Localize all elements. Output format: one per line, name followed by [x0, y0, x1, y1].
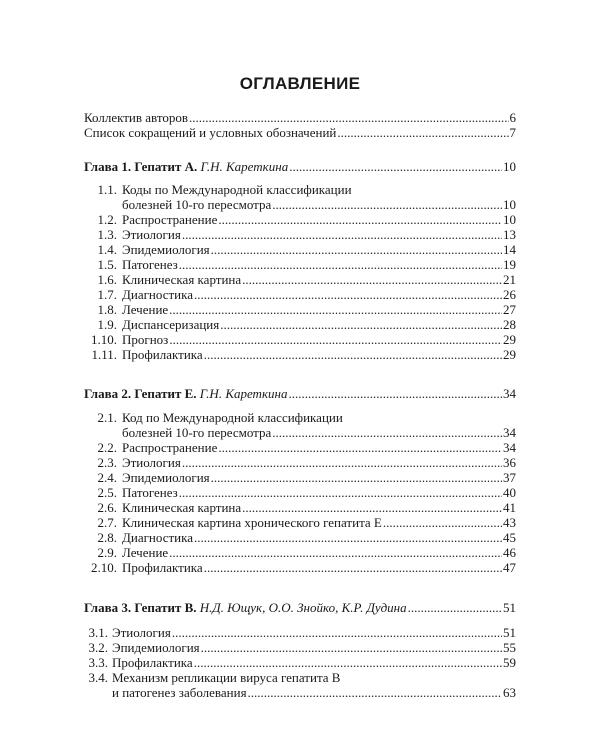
toc-page-number: 10	[503, 212, 516, 227]
section-number: 1.2.	[97, 212, 117, 227]
section-number: 1.11.	[91, 347, 117, 362]
section-number: 3.2.	[88, 640, 108, 655]
section-title: Диагностика	[122, 287, 194, 302]
section-title: Эпидемиология	[122, 242, 210, 257]
toc-page-number: 28	[503, 317, 516, 332]
toc-section[interactable]	[84, 440, 516, 455]
toc-section[interactable]	[84, 257, 516, 272]
section-number: 2.1.	[97, 410, 117, 425]
section-title: Диспансеризация	[122, 317, 220, 332]
toc-page-number: 27	[503, 302, 516, 317]
toc-page-number: 34	[503, 440, 516, 455]
section-title: Код по Международной классификации	[122, 410, 343, 425]
toc-page-number: 29	[503, 332, 516, 347]
toc-section[interactable]	[84, 302, 516, 317]
toc-section-continuation[interactable]	[84, 197, 516, 212]
toc-section[interactable]	[84, 625, 516, 640]
section-number: 3.4.	[88, 670, 108, 685]
section-title: Клиническая картина	[122, 272, 242, 287]
section-number: 1.4.	[97, 242, 117, 257]
toc-section[interactable]	[84, 182, 516, 197]
section-number: 3.3.	[88, 655, 108, 670]
toc-page-number: 51	[503, 600, 516, 615]
chapter-authors: Г.Н. Кареткина	[199, 386, 288, 401]
front-matter	[84, 110, 516, 140]
toc-page-number: 47	[503, 560, 516, 575]
section-number: 2.7.	[97, 515, 117, 530]
section-title: и патогенез заболевания	[112, 685, 247, 700]
toc-section[interactable]	[84, 530, 516, 545]
chapter-authors: Н.Д. Ющук, О.О. Знойко, К.Р. Дудина	[199, 600, 407, 615]
chapter-heading[interactable]	[84, 386, 516, 401]
toc-section-continuation[interactable]	[84, 685, 516, 700]
toc-section[interactable]	[84, 545, 516, 560]
section-number: 1.9.	[97, 317, 117, 332]
toc-page-number: 51	[503, 625, 516, 640]
toc-page-number: 14	[503, 242, 516, 257]
section-number: 1.5.	[97, 257, 117, 272]
chapter-authors: Г.Н. Кареткина	[200, 159, 289, 174]
section-number: 2.10.	[91, 560, 117, 575]
toc-section[interactable]	[84, 332, 516, 347]
toc-page-number: 10	[503, 159, 516, 174]
toc-page-number: 63	[503, 685, 516, 700]
section-number: 1.1.	[97, 182, 117, 197]
section-title: болезней 10-го пересмотра	[122, 425, 272, 440]
toc-section[interactable]	[84, 242, 516, 257]
section-title: болезней 10-го пересмотра	[122, 197, 272, 212]
chapter-heading[interactable]	[84, 159, 516, 174]
section-title: Клиническая картина	[122, 500, 242, 515]
chapter-1	[84, 159, 516, 174]
toc-section[interactable]	[84, 272, 516, 287]
chapter-label: Глава 1. Гепатит А.	[84, 159, 198, 174]
chapter-label: Глава 3. Гепатит В.	[84, 600, 197, 615]
toc-section[interactable]	[84, 410, 516, 425]
toc-page-number: 45	[503, 530, 516, 545]
section-title: Диагностика	[122, 530, 194, 545]
toc-page-number: 59	[503, 655, 516, 670]
toc-page-number: 43	[503, 515, 516, 530]
section-title: Профилактика	[122, 347, 203, 362]
toc-entry-abbreviations[interactable]	[84, 125, 516, 140]
toc-page-number: 10	[503, 197, 516, 212]
toc-section-continuation[interactable]	[84, 425, 516, 440]
section-number: 1.10.	[91, 332, 117, 347]
toc-section[interactable]	[84, 287, 516, 302]
toc-section[interactable]	[84, 670, 516, 685]
section-title: Профилактика	[112, 655, 193, 670]
section-title: Этиология	[122, 227, 181, 242]
section-number: 2.8.	[97, 530, 117, 545]
toc-entry-text: Коллектив авторов	[84, 110, 188, 125]
section-number: 1.7.	[97, 287, 117, 302]
chapter-3-sections	[84, 625, 516, 700]
section-title: Прогноз	[122, 332, 169, 347]
section-number: 2.5.	[97, 485, 117, 500]
section-number: 2.4.	[97, 470, 117, 485]
toc-page-number: 26	[503, 287, 516, 302]
toc-section[interactable]	[84, 227, 516, 242]
toc-entry-text: Список сокращений и условных обозначений	[84, 125, 337, 140]
toc-page-number: 40	[503, 485, 516, 500]
toc-page-number: 46	[503, 545, 516, 560]
chapter-1-sections	[84, 182, 516, 362]
section-title: Этиология	[122, 455, 181, 470]
section-number: 3.1.	[88, 625, 108, 640]
toc-section[interactable]	[84, 317, 516, 332]
toc-entry-authors[interactable]	[84, 110, 516, 125]
toc-page-number: 21	[503, 272, 516, 287]
section-title: Профилактика	[122, 560, 203, 575]
section-number: 1.8.	[97, 302, 117, 317]
section-number: 2.2.	[97, 440, 117, 455]
toc-page-number: 55	[503, 640, 516, 655]
section-title: Патогенез	[122, 257, 178, 272]
section-number: 2.9.	[97, 545, 117, 560]
toc-page-number: 13	[503, 227, 516, 242]
section-title: Лечение	[122, 302, 169, 317]
section-title: Распространение	[122, 440, 218, 455]
section-title: Лечение	[122, 545, 169, 560]
toc-section[interactable]	[84, 640, 516, 655]
chapter-2	[84, 386, 516, 401]
toc-section[interactable]	[84, 347, 516, 362]
chapter-3	[84, 600, 516, 615]
section-title: Этиология	[112, 625, 171, 640]
toc-page-number: 29	[503, 347, 516, 362]
section-title: Эпидемиология	[112, 640, 200, 655]
toc-section[interactable]	[84, 500, 516, 515]
section-number: 1.3.	[97, 227, 117, 242]
section-title: Механизм репликации вируса гепатита В	[112, 670, 341, 685]
section-title: Клиническая картина хронического гепатита Е	[122, 515, 382, 530]
section-number: 2.3.	[97, 455, 117, 470]
section-title: Распространение	[122, 212, 218, 227]
chapter-heading[interactable]	[84, 600, 516, 615]
toc-page-number: 34	[503, 425, 516, 440]
toc-page-number: 41	[503, 500, 516, 515]
toc-section[interactable]	[84, 515, 516, 530]
toc-section[interactable]	[84, 212, 516, 227]
toc-page-number: 36	[503, 455, 516, 470]
page-title: ОГЛАВЛЕНИЕ	[239, 74, 361, 93]
section-number: 1.6.	[97, 272, 117, 287]
chapter-label: Глава 2. Гепатит Е.	[84, 386, 197, 401]
toc-page-number: 7	[509, 125, 516, 140]
toc-section[interactable]	[84, 560, 516, 575]
toc-section[interactable]	[84, 655, 516, 670]
chapter-2-sections	[84, 410, 516, 575]
toc-page-number: 34	[503, 386, 516, 401]
toc-page-number: 37	[503, 470, 516, 485]
toc-page-number: 6	[509, 110, 516, 125]
section-number: 2.6.	[97, 500, 117, 515]
toc-section[interactable]	[84, 485, 516, 500]
section-title: Коды по Международной классификации	[122, 182, 352, 197]
toc-section[interactable]	[84, 470, 516, 485]
section-title: Патогенез	[122, 485, 178, 500]
section-title: Эпидемиология	[122, 470, 210, 485]
toc-page-number: 19	[503, 257, 516, 272]
toc-section[interactable]	[84, 455, 516, 470]
